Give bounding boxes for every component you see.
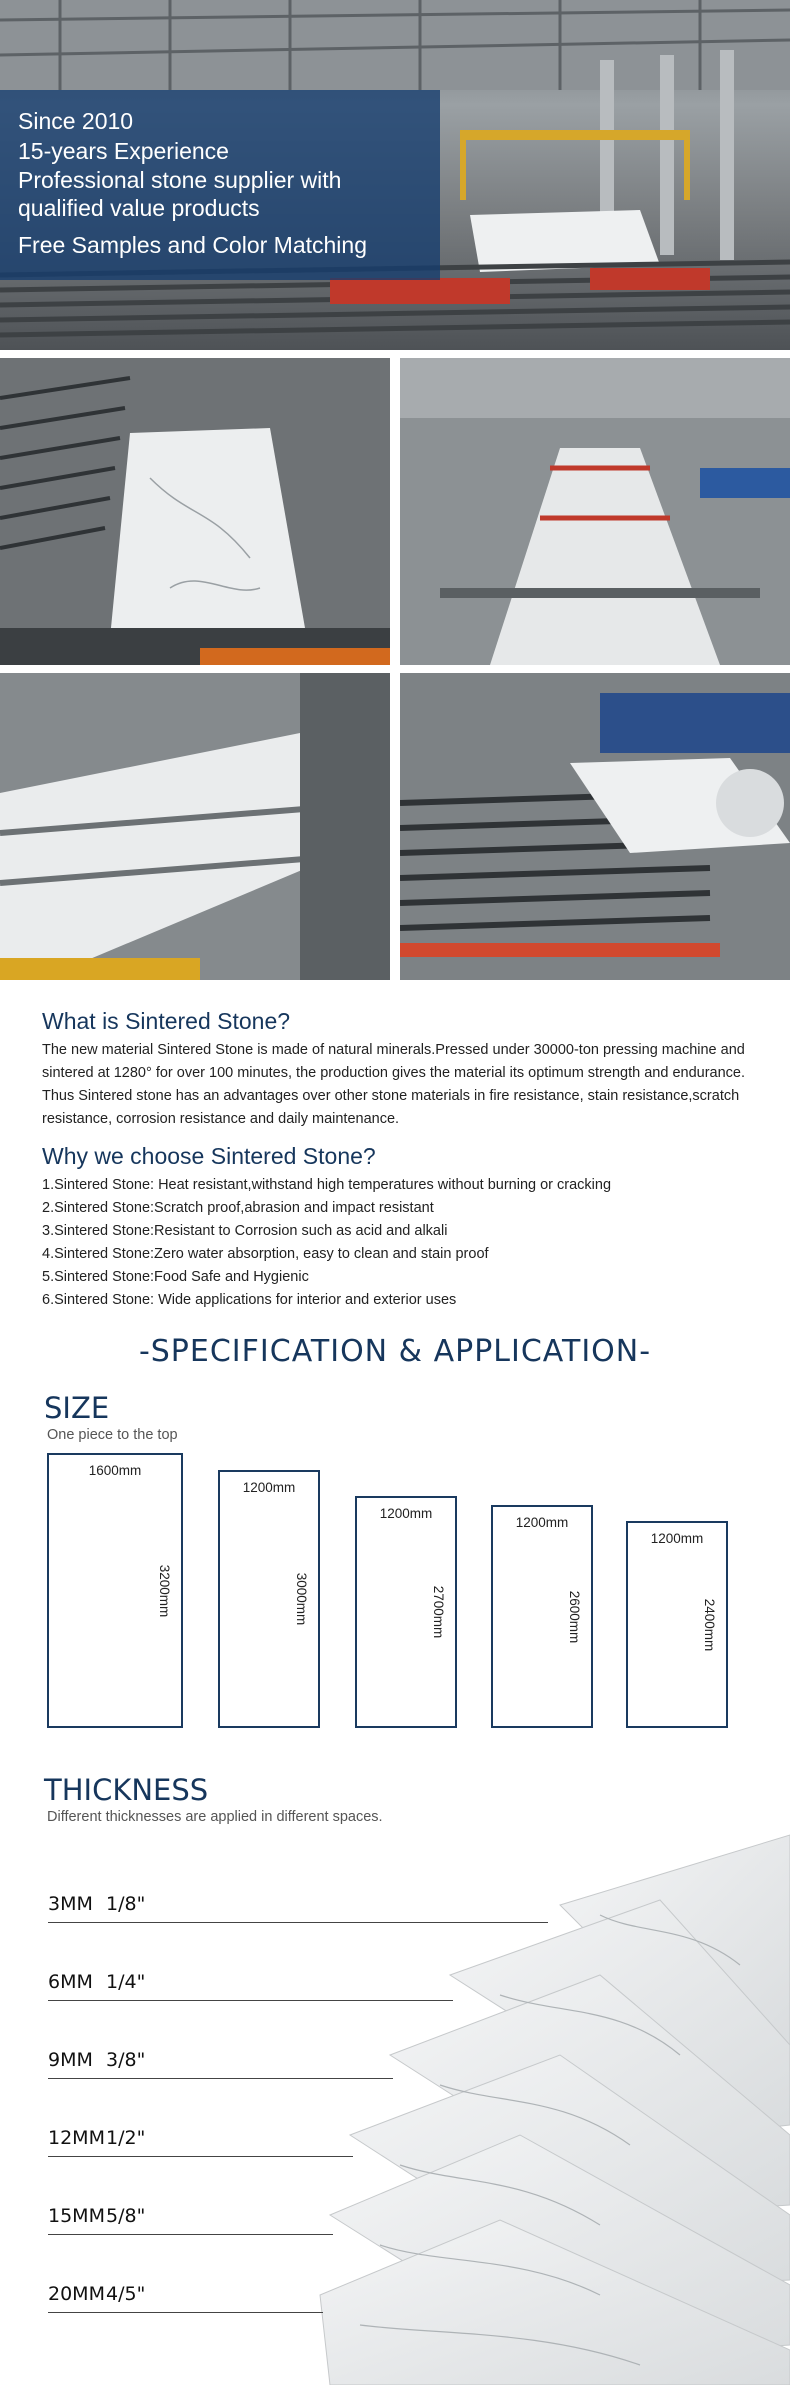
thickness-divider bbox=[48, 2078, 393, 2079]
slab-height-label: 2700mm bbox=[431, 1585, 447, 1639]
slab-size bbox=[491, 1505, 593, 1728]
hero-line-supplier: Professional stone supplier with bbox=[18, 167, 342, 193]
why-item: 2.Sintered Stone:Scratch proof,abrasion and impact resistant bbox=[42, 1200, 434, 1216]
factory-photo-grid bbox=[0, 358, 790, 980]
thickness-mm: 3MM bbox=[48, 1893, 93, 1915]
thickness-row bbox=[48, 2049, 145, 2071]
thickness-mm: 12MM bbox=[48, 2127, 105, 2149]
thickness-divider bbox=[48, 2234, 333, 2235]
about-paragraph: The new material Sintered Stone is made of natural minerals.Pressed under 30000-ton pressing machine and sintered at 1280° for over 100 minutes, the production gives the material its optimum strength and endurance. Thus Sintered stone has an advantages over other stone materials in fire resistance, stain resistance,scratch resistance, corrosion resistance and daily maintenance. bbox=[42, 1042, 746, 1127]
thickness-mm: 6MM bbox=[48, 1971, 93, 1993]
thickness-title: THICKNESS bbox=[44, 1773, 209, 1807]
why-item: 4.Sintered Stone:Zero water absorption, easy to clean and stain proof bbox=[42, 1246, 489, 1262]
about-title: What is Sintered Stone? bbox=[42, 1008, 291, 1034]
thickness-diagram bbox=[0, 1825, 790, 2385]
hero-line-since: Since 2010 bbox=[18, 108, 134, 134]
factory-photo-3 bbox=[0, 673, 390, 980]
thickness-mm: 15MM bbox=[48, 2205, 105, 2227]
thickness-inch: 1/2" bbox=[106, 2127, 146, 2149]
hero-line-experience: 15-years Experience bbox=[18, 138, 229, 164]
slab-width-label: 1200mm bbox=[379, 1506, 433, 1521]
slab-height-label: 3000mm bbox=[294, 1572, 310, 1626]
why-item: 1.Sintered Stone: Heat resistant,withstand high temperatures without burning or cracking bbox=[42, 1177, 612, 1193]
slab-size bbox=[355, 1496, 457, 1728]
thickness-mm: 9MM bbox=[48, 2049, 93, 2071]
hero-banner-image bbox=[0, 0, 790, 350]
size-section bbox=[0, 1391, 790, 1773]
thickness-inch: 3/8" bbox=[106, 2049, 146, 2071]
slab-height-label: 2400mm bbox=[702, 1598, 718, 1651]
slab-height-label: 3200mm bbox=[157, 1564, 173, 1617]
thickness-mm: 20MM bbox=[48, 2283, 105, 2305]
factory-photo-1 bbox=[0, 358, 390, 665]
why-title: Why we choose Sintered Stone? bbox=[42, 1143, 376, 1169]
hero-line-products: qualified value products bbox=[18, 195, 260, 221]
slab-width-label: 1200mm bbox=[515, 1515, 569, 1530]
why-item: 6.Sintered Stone: Wide applications for interior and exterior uses bbox=[42, 1292, 457, 1308]
why-section bbox=[0, 1143, 790, 1312]
slab-size bbox=[218, 1470, 320, 1728]
factory-photo-2 bbox=[400, 358, 790, 665]
spec-title: -SPECIFICATION & APPLICATION- bbox=[138, 1334, 652, 1369]
thickness-divider bbox=[48, 1922, 548, 1923]
slab-width-label: 1600mm bbox=[88, 1463, 142, 1478]
thickness-row bbox=[48, 2283, 145, 2305]
thickness-row bbox=[48, 1971, 145, 1993]
size-note: One piece to the top bbox=[47, 1427, 178, 1443]
slab-width-label: 1200mm bbox=[242, 1480, 296, 1495]
thickness-row bbox=[48, 2127, 145, 2149]
thickness-section bbox=[0, 1773, 790, 2385]
size-diagram bbox=[0, 1443, 790, 1773]
slab-size bbox=[47, 1453, 183, 1728]
thickness-inch: 4/5" bbox=[106, 2283, 146, 2305]
hero-line-samples: Free Samples and Color Matching bbox=[18, 232, 367, 258]
thickness-inch: 1/4" bbox=[106, 1971, 146, 1993]
size-title: SIZE bbox=[44, 1391, 110, 1425]
thickness-row bbox=[48, 2205, 145, 2227]
thickness-note: Different thicknesses are applied in different spaces. bbox=[47, 1809, 383, 1825]
slab-size bbox=[626, 1521, 728, 1728]
why-item: 3.Sintered Stone:Resistant to Corrosion such as acid and alkali bbox=[42, 1223, 448, 1239]
why-item: 5.Sintered Stone:Food Safe and Hygienic bbox=[42, 1269, 309, 1285]
hero-text-panel bbox=[0, 90, 440, 280]
slab-height-label: 2600mm bbox=[567, 1590, 583, 1643]
thickness-inch: 5/8" bbox=[106, 2205, 146, 2227]
thickness-divider bbox=[48, 2312, 323, 2313]
factory-photo-4 bbox=[400, 673, 790, 980]
slab-width-label: 1200mm bbox=[650, 1531, 704, 1546]
thickness-inch: 1/8" bbox=[106, 1893, 146, 1915]
thickness-divider bbox=[48, 2156, 353, 2157]
thickness-row bbox=[48, 1893, 145, 1915]
about-section bbox=[0, 1008, 790, 1131]
thickness-divider bbox=[48, 2000, 453, 2001]
